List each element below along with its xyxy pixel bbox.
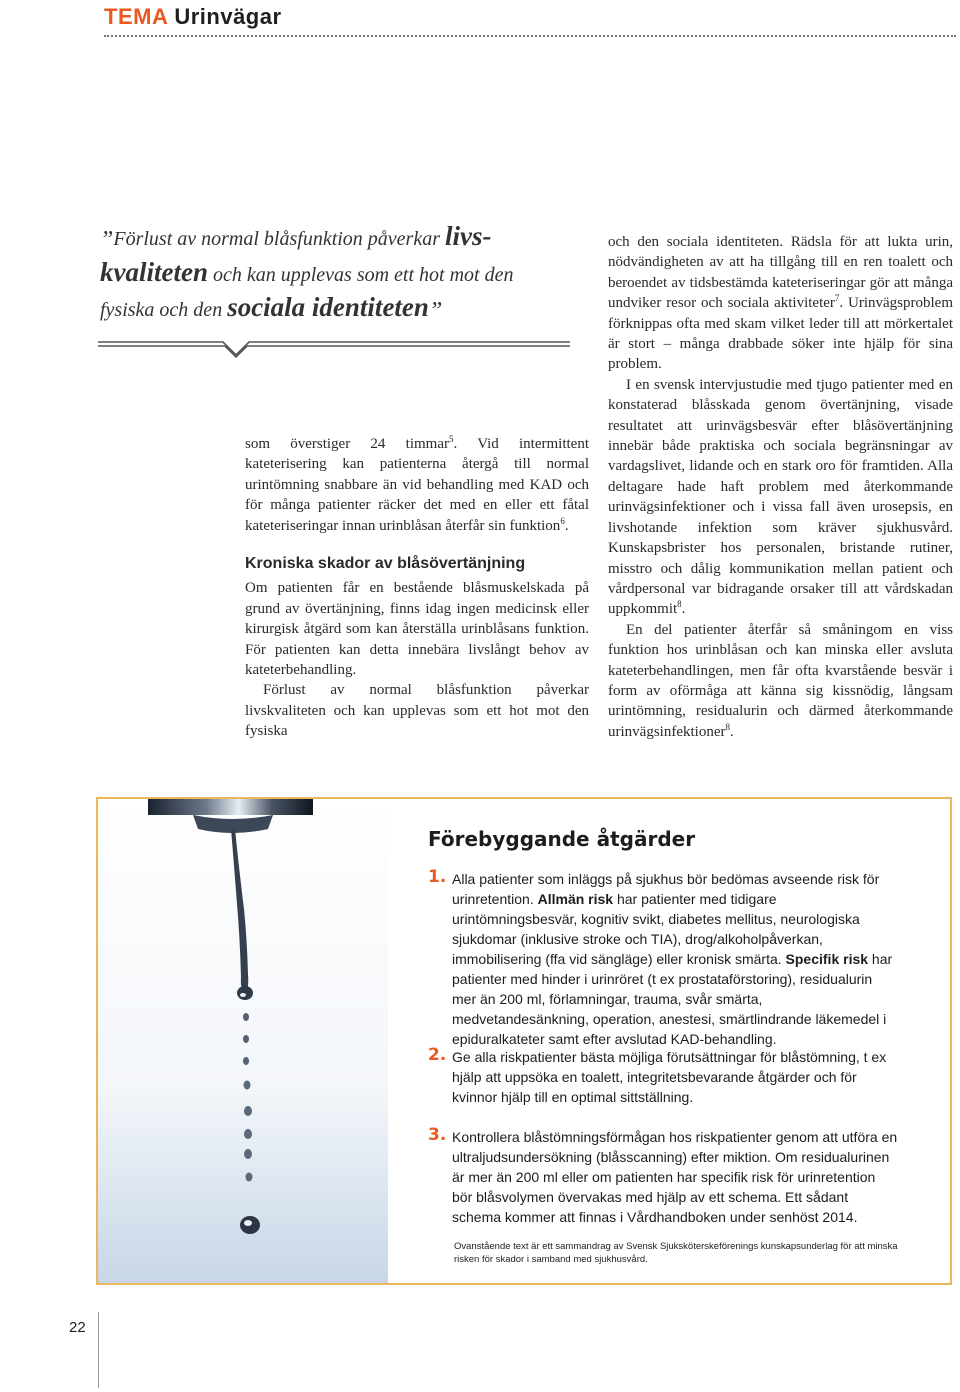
right-paragraph-3 (608, 620, 953, 742)
page-number: 22 (69, 1319, 86, 1336)
item-number: 2. (428, 1045, 447, 1065)
reference-7: 7 (834, 293, 840, 304)
item-number: 3. (428, 1125, 447, 1145)
pull-quote-underline (98, 336, 570, 360)
item-1-text-1: Alla patienter som inläggs på sjukhus bör bedömas avseende risk för urinretention. (452, 871, 880, 907)
left-p1-text-2: . Vid intermittent kateterisering kan patienterna återgå till normal urintömning snabbare än vid behandling med KAD och för många patienter räcker det med en eller ett fåtal kateteriseringar innan urinblåsan återfår sin funktion (245, 436, 589, 534)
reference-8b: 8 (725, 721, 730, 732)
section-header (104, 4, 282, 30)
subheading: Kroniska skador av blåsövertänjning (245, 555, 526, 573)
open-quote-mark: ” (100, 227, 114, 253)
item-1-text-2: har patienter med tidigare urintömningsbesvär, kognitiv svikt, diabetes mellitus, neurologiska sjukdomar (inklusive stroke och TIA), drog/alkoholpåverkan, immobilisering (ffa vid sängläge) eller kronisk smärta. (452, 891, 860, 967)
left-paragraph-2: Om patienten får en bestående blåsmuskelskada på grund av övertänjning, finns idag ingen medicinsk eller kirurgisk åtgärd som kan återställa urinblåsans funktion. För patienten kan detta innebära livslångt behov av kateterbehandling. (245, 580, 589, 679)
box-title: Förebyggande åtgärder (428, 827, 696, 851)
pull-quote-emphasis-2: sociala identiteten (227, 292, 429, 322)
reference-8a: 8 (677, 599, 682, 610)
left-p1-end: . (564, 517, 569, 534)
left-column (245, 434, 589, 742)
reference-6: 6 (560, 515, 565, 526)
section-topic: Urinvägar (174, 4, 282, 29)
reference-5: 5 (448, 434, 454, 444)
header-dotted-rule (104, 35, 956, 37)
right-p2-text: I en svensk intervjustudie med tjugo patienter med en konstaterad blåsskada genom övertänjning, visade resultatet att urinvägsbesvär efter blåsövertänjning innebär både praktiska och sociala begränsningar av vardagslivet, lidande och en stark oro för framtiden. Alla deltagare hade haft problem med återkommande urinvägsinfektioner och i vissa fall även urosepsis, en livshotande infektion som kräver sjukhusvård. Kunskapsbrister hos personalen, bristande rutiner, misstro och dålig kommunikation mellan patient och vårdpersonal var bidragande orsaker till att vårdskadan uppkommit (608, 376, 953, 618)
right-paragraph-2 (608, 375, 953, 620)
left-p1-text: som överstiger 24 timmar (245, 436, 449, 452)
close-quote-mark: ” (428, 298, 443, 324)
box-source-note: Ovanstående text är ett sammandrag av Svensk Sjuksköterskeförenings kunskapsunderlag för att minska risken för skador i samband med sjukhusvård. (454, 1241, 898, 1265)
water-drop-photo (98, 799, 388, 1283)
right-p1-text: och den sociala identiteten. Rädsla för att lukta urin, nödvändigheten av att ha tillgång till en ren toalett och beroendet av tidsbestämda kateteriseringar gör att många undviker resor och sociala aktiviteter (608, 234, 953, 312)
section-label: TEMA (104, 4, 169, 29)
pull-quote-text-2: och kan upplevas som ett hot mot den fysiska och den (100, 264, 514, 321)
right-p3-end: . (729, 723, 734, 740)
item-number: 1. (428, 867, 447, 887)
list-item-3 (428, 1127, 898, 1227)
item-1-bold-2: Specifik risk (785, 951, 869, 967)
left-paragraph-3: Förlust av normal blåsfunktion påverkar livskvaliteten och kan upplevas som ett hot mot den fysiska (245, 682, 589, 740)
left-paragraph-1 (245, 434, 589, 536)
item-1-bold-1: Allmän risk (537, 891, 614, 907)
right-p2-end: . (681, 601, 686, 618)
list-item-2 (428, 1047, 898, 1107)
prevention-box (96, 797, 952, 1285)
list-item-1 (428, 869, 898, 1049)
item-text: Kontrollera blåstömningsförmågan hos riskpatienter genom att utföra en ultraljudsundersökning (blåsscanning) efter miktion. Om residualurinen är mer än 200 ml eller om patienten har specifik risk för urinretention bör blåsvolymen övervakas med hjälp av ett schema. Ett sådant schema kommer att finnas i Vårdhandboken under senhöst 2014. (452, 1129, 898, 1225)
right-p3-text: En del patienter återfår så småningom en viss funktion hos urinblåsan och kan minska eller avsluta kateterbehandlingen, men får ofta kvarstående besvär i form av oförmåga att känna sig kissnödig, långsam urintömning, residualurin och därmed återkommande urinvägsinfektioner (608, 621, 953, 740)
item-1-text-3: har patienter med hinder i urinröret (t ex prostataförstoring), residualurin mer än 200 ml, förlamningar, trauma, svår smärta, medvetandesänkning, operation, anestesi, smärtlindrande läkemedel i epiduralkateter samt efter avslutad KAD-behandling. (452, 951, 893, 1047)
item-text: Ge alla riskpatienter bästa möjliga förutsättningar för blåstömning, t ex hjälp att uppsöka en toalett, integritetsbevarande åtgärder och för kvinnor hjälp till en optimal sittställning. (452, 1049, 887, 1105)
right-p1-text-2: . Urinvägsproblem förknippas ofta med skam vilket leder till att mörkertalet är stort – många drabbade söker inte hjälp för sina problem. (608, 295, 953, 373)
pull-quote (100, 220, 560, 327)
right-paragraph-1 (608, 232, 953, 375)
pull-quote-emphasis-1: livs-kvaliteten (100, 221, 492, 287)
item-text (452, 869, 898, 1049)
right-column (608, 232, 953, 742)
pull-quote-text-1: Förlust av normal blåsfunktion påverkar (113, 228, 445, 250)
page-number-divider (98, 1312, 99, 1388)
